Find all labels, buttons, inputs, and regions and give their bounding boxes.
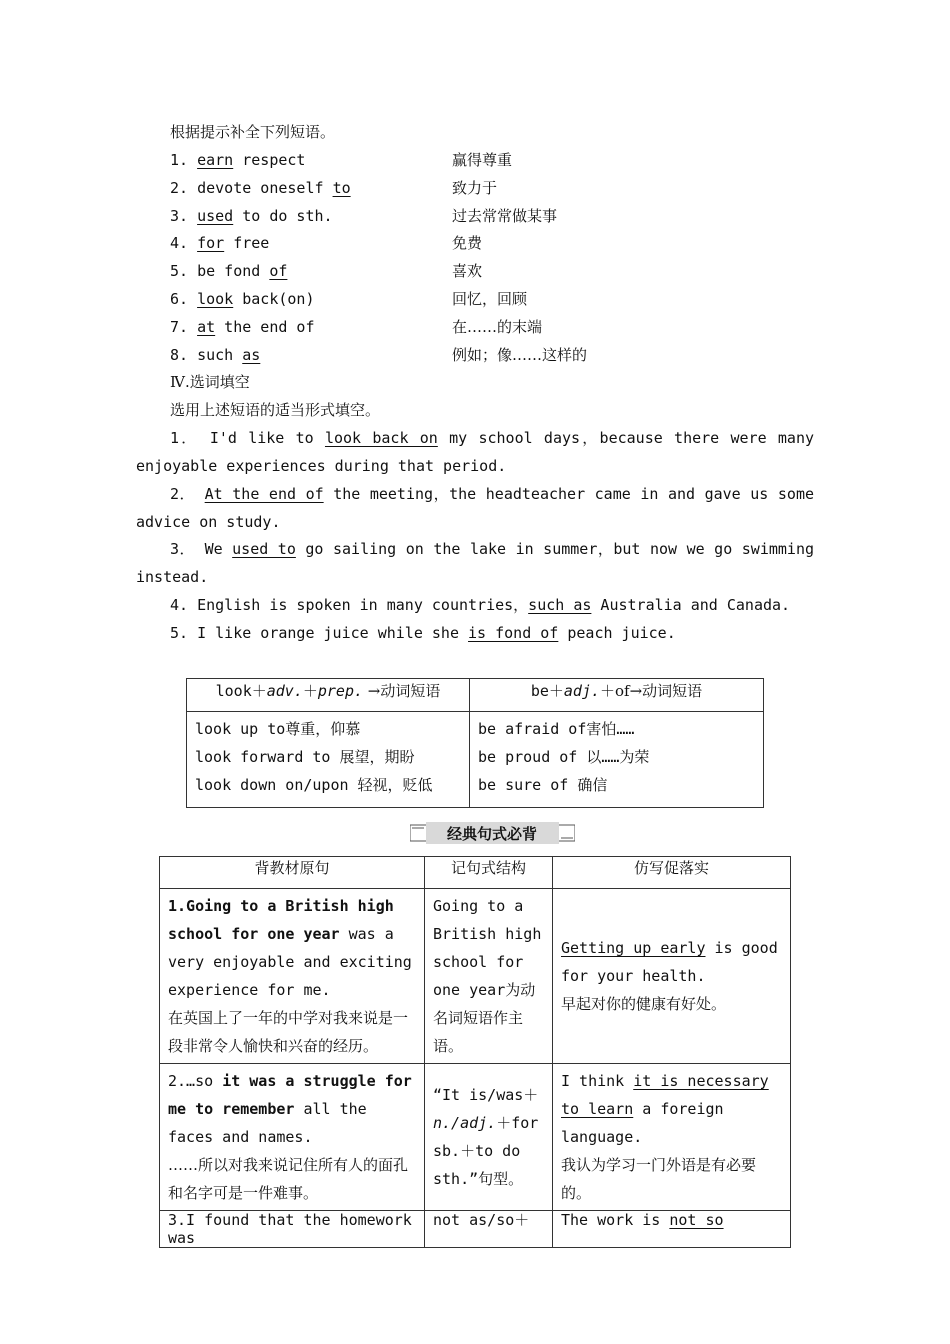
phrase-english — [170, 257, 450, 285]
phrase-text: the end of — [215, 317, 315, 336]
column-header: 仿写促落实 — [553, 857, 791, 889]
phrase-english — [170, 146, 450, 174]
fill-in-sentence — [136, 424, 814, 480]
answer-blank: at — [197, 317, 216, 336]
item-number: 5. — [170, 624, 189, 642]
phrase-meaning: 喜欢 — [452, 262, 483, 281]
answer-blank: At the end of — [204, 485, 324, 503]
item-number: 8. — [170, 345, 189, 364]
sentence-text: English is spoken in many countries， — [197, 596, 529, 614]
item-number: 4. — [170, 234, 189, 253]
original-sentence-cell — [160, 1211, 425, 1248]
sentence-text: 2.…so — [168, 1072, 223, 1090]
sentence-text: The work is — [561, 1211, 670, 1229]
phrase-english — [170, 174, 450, 202]
phrase-text: to do sth. — [233, 206, 333, 225]
structure-cell — [425, 1211, 553, 1248]
structure-cell — [425, 889, 553, 1064]
banner-title: 经典句式必背 — [446, 825, 538, 843]
fill-in-sentence — [136, 480, 814, 536]
table-header-be — [470, 679, 764, 712]
sentence-text: is good for your health. — [561, 939, 778, 985]
instruction-text: 根据提示补全下列短语。 — [170, 123, 336, 141]
sentence-text: We — [204, 540, 233, 558]
phrase-text: respect — [233, 151, 306, 169]
structure-text: n./adj. — [433, 1114, 497, 1132]
header-text: prep. — [317, 682, 364, 700]
fill-in-sentence — [136, 591, 814, 619]
section-title: Ⅳ.选词填空 — [170, 373, 250, 391]
sentence-text: peach juice. — [558, 624, 676, 642]
sentence-text: my school days，because there were many enjoyable experiences during that period. — [136, 429, 815, 475]
translation-text: 在英国上了一年的中学对我来说是一段非常令人愉快和兴奋的经历。 — [168, 1009, 409, 1055]
table-cell-line: look down on/upon 轻视，贬低 — [195, 776, 433, 794]
column-header: 背教材原句 — [160, 857, 425, 889]
imitation-cell — [553, 889, 791, 1064]
item-number: 4. — [170, 596, 189, 614]
table-cell-line: be afraid of害怕…… — [478, 720, 635, 738]
fill-in-sentence — [136, 535, 814, 591]
original-sentence-cell — [160, 1064, 425, 1211]
sentence-text: all the faces and names. — [168, 1100, 367, 1146]
item-number: 6. — [170, 290, 189, 308]
phrase-meaning: 回忆，回顾 — [452, 290, 528, 308]
answer-blank: look — [197, 290, 234, 308]
imitation-cell — [553, 1211, 791, 1248]
phrase-english — [170, 285, 450, 313]
answer-blank: used — [197, 206, 234, 225]
table-header-look — [187, 679, 470, 712]
structure-text: “It is/was＋ — [433, 1086, 539, 1104]
translation-text: 我认为学习一门外语是有必要的。 — [561, 1156, 757, 1202]
header-text: adv. — [266, 682, 303, 700]
answer-blank: earn — [197, 151, 234, 169]
header-text: →动词短语 — [363, 682, 441, 700]
sentence-text: Australia and Canada. — [591, 596, 791, 614]
item-number: 7. — [170, 317, 189, 336]
item-number: 5. — [170, 262, 189, 281]
item-number: 2． — [170, 485, 196, 503]
section-banner — [410, 820, 575, 846]
phrase-meaning: 赢得尊重 — [452, 151, 513, 169]
sentence-text: I think — [561, 1072, 634, 1090]
imitation-cell — [553, 1064, 791, 1211]
phrase-english — [170, 341, 450, 369]
original-sentence-cell — [160, 889, 425, 1064]
item-number: 1． — [170, 429, 199, 447]
translation-text: ……所以对我来说记住所有人的面孔和名字可是一件难事。 — [168, 1156, 409, 1202]
item-number: 1. — [170, 151, 189, 169]
sentence-text: I'd like to — [209, 429, 325, 447]
phrase-meaning: 例如；像……这样的 — [452, 345, 588, 364]
phrase-text: be fond — [197, 262, 270, 281]
table-cell-line: look forward to 展望，期盼 — [195, 748, 415, 766]
phrase-english — [170, 202, 450, 230]
phrase-english — [170, 313, 450, 341]
be-phrases-cell — [470, 712, 764, 808]
answer-blank: it is necessary to learn — [561, 1072, 769, 1118]
phrase-text: back(on) — [233, 290, 315, 308]
sentence-text: go sailing on the lake in summer，but now we go swimming instead. — [136, 540, 815, 586]
phrase-meaning: 免费 — [452, 234, 483, 253]
sentence-text: a foreign language. — [561, 1100, 724, 1146]
header-text: ＋of→动词短语 — [600, 682, 703, 700]
answer-blank: is fond of — [468, 624, 559, 642]
sentence-text: I like orange juice while she — [197, 624, 469, 642]
phrase-text: such — [197, 345, 243, 364]
phrase-pattern-table — [186, 678, 764, 808]
structure-text: ＋for sb.＋to do sth.”句型。 — [433, 1114, 539, 1188]
answer-blank: to — [332, 178, 351, 197]
item-number: 3. — [170, 206, 189, 225]
phrase-text: devote oneself — [197, 178, 333, 197]
table-cell-line: be sure of 确信 — [478, 776, 608, 794]
sentence-pattern-table — [159, 856, 791, 1248]
sentence-text: was a very enjoyable and exciting experience for me. — [168, 925, 412, 999]
answer-blank: for — [197, 234, 225, 253]
answer-blank: used to — [232, 540, 296, 558]
header-text: be＋ — [530, 682, 564, 700]
header-text: ＋ — [302, 682, 318, 700]
phrase-meaning: 在……的末端 — [452, 317, 543, 336]
answer-blank: Getting up early — [561, 939, 706, 957]
structure-text: not as/so＋ — [433, 1211, 530, 1229]
answer-blank: look back on — [324, 429, 438, 447]
phrase-meaning: 过去常常做某事 — [452, 206, 558, 225]
structure-text: Going to a British high school for one year为动名词短语作主语。 — [433, 897, 542, 1055]
section-instruction: 选用上述短语的适当形式填空。 — [170, 401, 381, 419]
table-cell-line: be proud of 以……为荣 — [478, 748, 650, 766]
answer-blank: as — [242, 345, 261, 364]
header-text: adj. — [563, 682, 601, 700]
phrase-meaning: 致力于 — [452, 178, 498, 197]
sentence-bold: 1.Going to a British high school for one year — [168, 897, 394, 943]
answer-blank: such as — [528, 596, 592, 614]
look-phrases-cell — [187, 712, 470, 808]
sentence-text: the meeting，the headteacher came in and gave us some advice on study. — [136, 485, 815, 531]
column-header: 记句式结构 — [425, 857, 553, 889]
sentence-bold: it was a struggle for me to remember — [168, 1072, 412, 1118]
item-number: 2. — [170, 178, 189, 197]
table-cell-line: look up to尊重，仰慕 — [195, 720, 361, 738]
header-text: look＋ — [215, 682, 267, 700]
structure-cell — [425, 1064, 553, 1211]
phrase-text: free — [224, 234, 270, 253]
fill-in-sentence — [136, 619, 814, 647]
translation-text: 早起对你的健康有好处。 — [561, 995, 727, 1013]
answer-blank: of — [269, 262, 288, 281]
sentence-text: 3.I found that the homework was — [168, 1211, 412, 1247]
phrase-english — [170, 229, 450, 257]
item-number: 3． — [170, 540, 196, 558]
answer-blank: not so — [669, 1211, 724, 1229]
